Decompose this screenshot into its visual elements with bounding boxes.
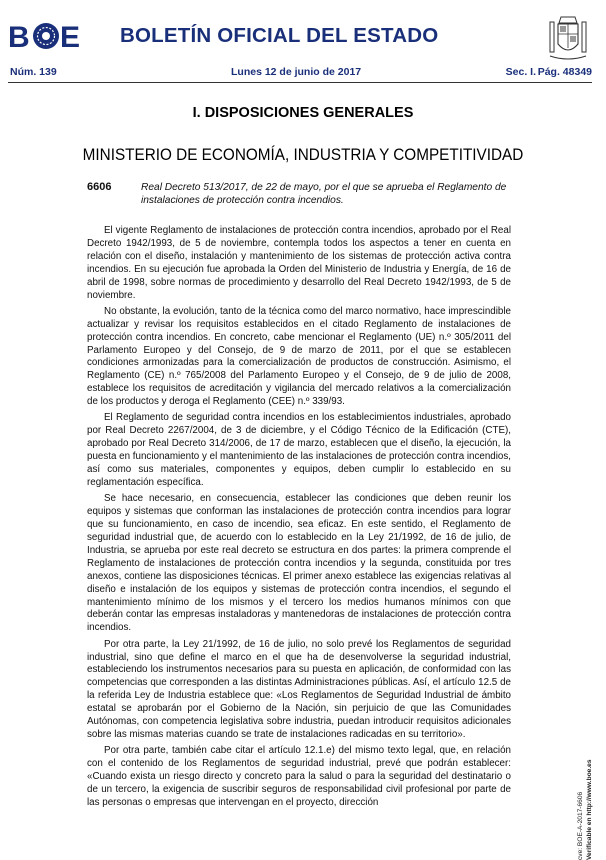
- svg-text:B: B: [8, 21, 29, 52]
- issue-date: Lunes 12 de junio de 2017: [231, 66, 362, 78]
- body-paragraph: El Reglamento de seguridad contra incendios en los establecimientos industriales, aprobado por Real Decreto 2267/2004, de 3 de diciembre, y el Código Técnico de la Edificación (CTE), aprobado por Real Decreto 314/2006, de 17 de marzo, establecen que el diseño, la ejecución, la puesta en funcionamiento y el mantenimiento de las instalaciones de protección contra incendios, así como sus materiales, componentes y equipos, deben cumplir lo establecido en su reglamentación específica.: [87, 412, 511, 488]
- page-header-title: BOLETÍN OFICIAL DEL ESTADO: [120, 24, 439, 47]
- document-body: [87, 225, 511, 813]
- body-paragraph: Por otra parte, la Ley 21/1992, de 16 de julio, no solo prevé los Reglamentos de seguridad industrial, sino que define el marco en el que ha de desenvolverse la seguridad industrial, estableciendo los instrumentos necesarios para su puesta en aplicación, de conformidad con las competencias que corresponden a las distintas Administraciones públicas. Así, el artículo 12.5 de la referida Ley de Industria establece que: «Los Reglamentos de Seguridad Industrial de ámbito estatal se aprobarán por el Gobierno de la Nación, sin perjuicio de que las Comunidades Autónomas, con competencia legislativa sobre industria, puedan introducir requisitos adicionales sobre las mismas materias cuando se trate de instalaciones radicadas en su territorio».: [87, 638, 511, 740]
- spain-coat-of-arms-icon: [548, 14, 588, 62]
- body-paragraph: Se hace necesario, en consecuencia, establecer las condiciones que deben reunir los equipos y sistemas que conforman las instalaciones de protección contra incendios para lograr que su funcionamiento, en caso de incendio, sea eficaz. En este sentido, el Reglamento de seguridad industrial que, de acuerdo con lo establecido en la Ley 21/1992, de 16 de julio, de Industria, se aprueba por este real decreto se estructura en dos partes: la primera comprende el Reglamento de instalaciones de protección contra incendios y la segunda, constituida por tres anexos, contiene las disposiciones técnicas. El primer anexo establece las exigencias relativas al diseño e instalación de los equipos y sistemas de protección contra incendios, el segundo el mantenimiento mínimo de los mismos y el tercero los medios humanos mínimos con que deberán contar las empresas instaladoras y mantenedoras de instalaciones de protección contra incendios.: [87, 493, 511, 634]
- body-paragraph: Por otra parte, también cabe citar el artículo 12.1.e) del mismo texto legal, que, en relación con el contenido de los Reglamentos de seguridad industrial, prevé que podrán establecer: «Cuando exista un riesgo directo y concreto para la salud o para la seguridad del destinatario o de un tercero, la exigencia de suscribir seguros de responsabilidad civil profesional por parte de las personas o empresas que intervengan en el proyecto, dirección: [87, 745, 511, 808]
- disposition-number: 6606: [87, 181, 112, 193]
- cve-code: cve: BOE-A-2017-6606: [577, 791, 584, 860]
- ministry-title: MINISTERIO DE ECONOMÍA, INDUSTRIA Y COMPETITIVIDAD: [82, 145, 524, 164]
- page-number: Pág. 48349: [537, 66, 592, 78]
- verification-sidebar: [576, 720, 594, 860]
- issue-number: Núm. 139: [10, 66, 57, 78]
- body-paragraph: El vigente Reglamento de instalaciones de protección contra incendios, aprobado por el Real Decreto 1942/1993, de 5 de noviembre, contempla todos los aspectos a tener en cuenta en relación con el diseño, instalación y mantenimiento de los sistemas de protección activa contra incendios. En su ejecución fue aprobada la Orden del Ministerio de Industria y Energía, de 16 de abril de 1998, sobre normas de procedimiento y desarrollo del Real Decreto 1942/1993, de 5 de noviembre.: [87, 225, 511, 301]
- header-divider: [8, 82, 592, 83]
- body-paragraph: No obstante, la evolución, tanto de la técnica como del marco normativo, hace imprescindible actualizar y revisar los requisitos establecidos en el citado Reglamento de instalaciones de protección contra incendios. En concreto, cabe mencionar el Reglamento (UE) n.º 305/2011 del Parlamento Europeo y del Consejo, de 9 de marzo de 2011, por el que se establecen condiciones armonizadas para la comercialización de productos de construcción. Asimismo, el Reglamento (CE) n.º 765/2008 del Parlamento Europeo y el Consejo, de 9 de julio de 2008, establece los requisitos de acreditación y vigilancia del mercado relativos a la comercialización de los productos y deroga el Reglamento (CEE) n.º 339/93.: [87, 305, 511, 408]
- boe-logo: [8, 20, 86, 52]
- section-label: Sec. I.: [505, 66, 536, 78]
- verification-link[interactable]: Verificable en http://www.boe.es: [586, 759, 593, 860]
- issue-metadata: [10, 66, 592, 82]
- svg-text:E: E: [60, 21, 81, 52]
- section-title: I. DISPOSICIONES GENERALES: [192, 105, 414, 121]
- disposition-title: Real Decreto 513/2017, de 22 de mayo, por el que se aprueba el Reglamento de instalaciones de protección contra incendios.: [141, 182, 507, 206]
